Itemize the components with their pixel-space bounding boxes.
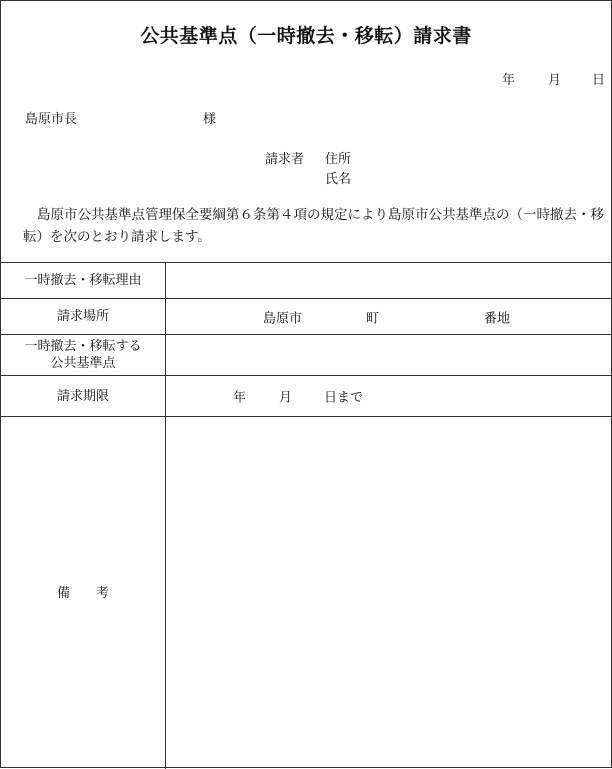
addressee-honorific: 様 [203,112,217,127]
location-city: 島原市 [263,311,303,326]
reason-field[interactable] [166,263,611,298]
deadline-day: 日まで [324,390,364,406]
addressee-name: 島原市長 [25,112,78,127]
points-row [1,335,611,376]
name-label[interactable]: 氏名 [325,172,352,187]
deadline-row [1,376,611,417]
points-label-line2: 公共基準点 [50,356,116,371]
remarks-label: 備 考 [1,417,166,769]
date-day[interactable]: 日 [592,73,606,88]
reason-label: 一時撤去・移転理由 [1,263,166,298]
remarks-field[interactable] [166,417,611,769]
deadline-year: 年 [233,390,247,406]
points-label-line1: 一時撤去・移転する [24,339,142,354]
remarks-row [1,417,611,769]
reason-row [1,263,611,299]
deadline-field[interactable] [166,376,611,416]
deadline-month: 月 [279,390,293,406]
location-field[interactable] [166,299,611,334]
location-row [1,299,611,335]
location-lot: 番地 [484,311,511,326]
deadline-label: 請求期限 [1,376,166,416]
request-statement: 島原市公共基準点管理保全要綱第６条第４項の規定により島原市公共基準点の（一時撤去・移転）を次のとおり請求します。 [23,207,604,245]
location-town: 町 [366,311,380,326]
points-label [1,335,166,375]
date-year[interactable]: 年 [502,73,516,88]
requester-label: 請求者 [265,152,305,167]
form-title: 公共基準点（一時撤去・移転）請求書 [140,25,472,47]
points-field[interactable] [166,335,611,375]
request-table [1,262,611,769]
location-label: 請求場所 [1,299,166,334]
date-month[interactable]: 月 [548,73,562,88]
address-label[interactable]: 住所 [325,152,352,167]
